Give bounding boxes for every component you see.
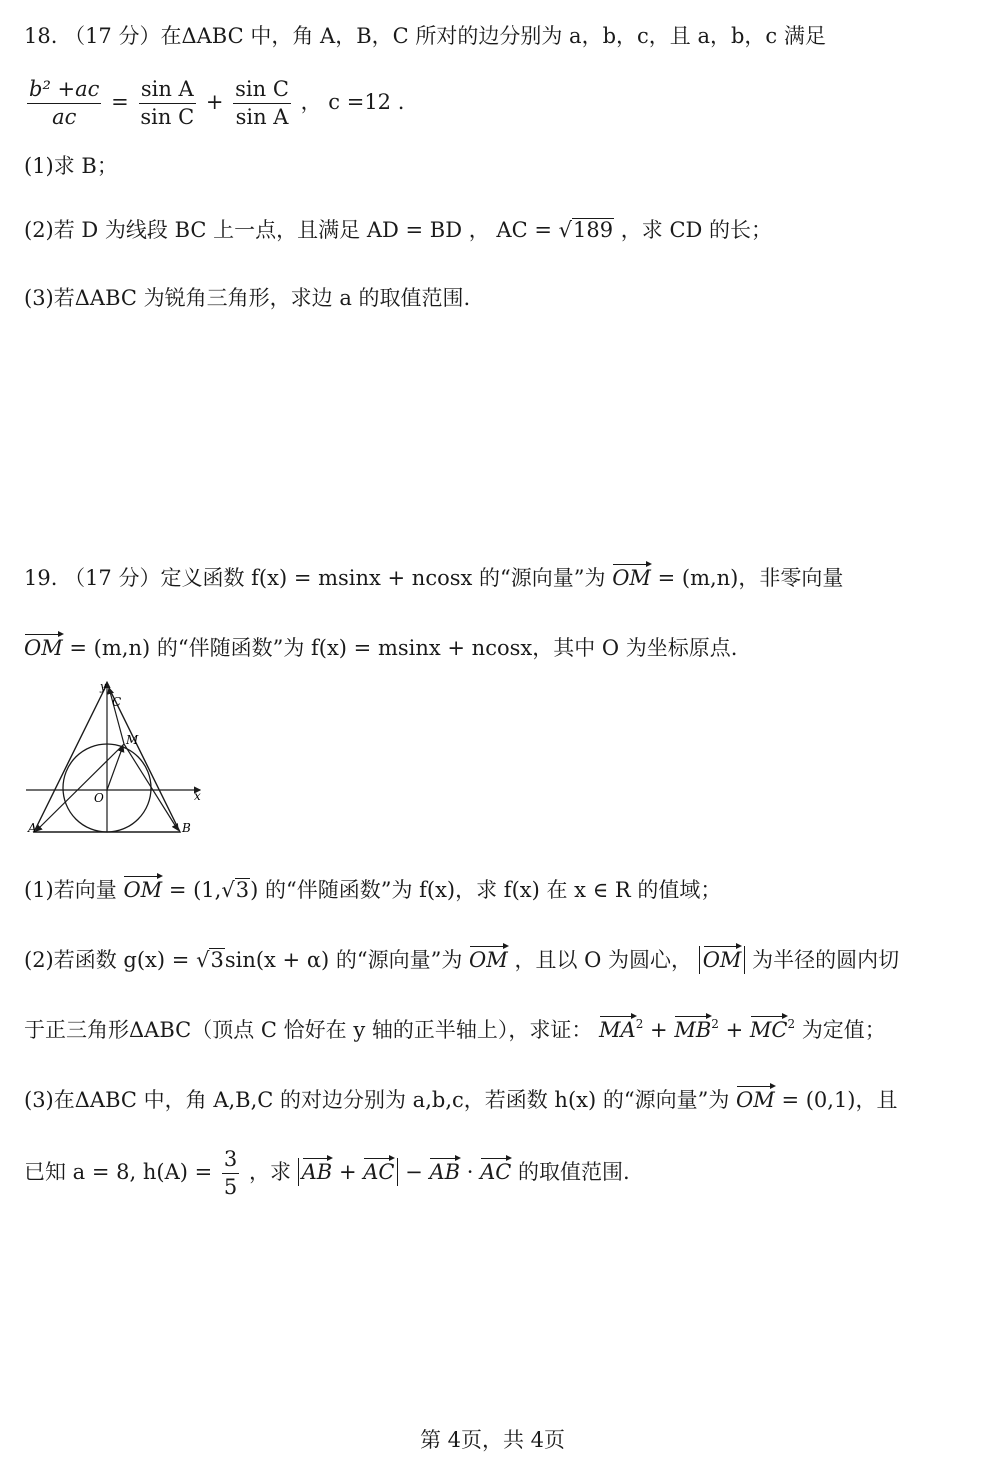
label-c: C [112, 695, 122, 709]
q18-equation [24, 78, 404, 129]
q18-part2-text-a: (2)若 D 为线段 BC 上一点，且满足 AD = BD ， AC = [24, 218, 552, 242]
q19-part3-l2-text-b: ，求 [248, 1160, 291, 1185]
q18-part2-text-b: ，求 CD 的长； [620, 218, 773, 242]
sqrt-3-radicand: 3 [235, 878, 250, 902]
sqrt-189-radicand: 189 [573, 218, 614, 242]
eq-frac2 [233, 78, 291, 129]
q19-part3-text-a: (3)在ΔABC 中，角 A,B,C 的对边分别为 a,b,c，若函数 h(x) 的“源向量”为 [24, 1088, 730, 1112]
minus-sign: − [405, 1160, 423, 1185]
label-y: y [100, 680, 107, 693]
eq-frac2-num: sin C [233, 78, 291, 104]
vector-om: OM [24, 636, 63, 660]
eq-frac1-den: sin C [140, 105, 195, 130]
q18-intro: 18. （17 分）在ΔABC 中，角 A，B，C 所对的边分别为 a，b，c，且 a，b，c 满足 [24, 24, 826, 48]
vector-ab: AB [429, 1160, 461, 1185]
q19-part3-line1 [24, 1086, 898, 1111]
eq-tail: ， c =12 . [300, 90, 405, 115]
dot-operator: · [466, 1160, 474, 1185]
vector-ac: AC [480, 1160, 512, 1185]
square-exponent: 2 [635, 1017, 644, 1031]
q19-line2-text: = (m,n) 的“伴随函数”为 f(x) = msinx + ncosx，其中 O 为坐标原点. [69, 636, 738, 660]
q19-part3-line2 [24, 1148, 630, 1199]
vector-om: OM [736, 1088, 775, 1112]
page-footer: 第 4页，共 4页 [419, 1428, 566, 1452]
eq-frac2-den: sin A [235, 105, 289, 130]
q19-part2-line2 [24, 1016, 886, 1041]
q19-line1-text-b: = (m,n)，非零向量 [657, 566, 844, 590]
sqrt-3: √ 3 [196, 948, 224, 972]
vector-mb: MB [674, 1018, 712, 1042]
vector-om: OM [123, 878, 163, 902]
label-a: A [28, 821, 37, 835]
q19-part1 [24, 876, 721, 901]
triangle-circle-diagram [24, 676, 214, 836]
equals-sign: = [111, 90, 129, 115]
q19-part3-l2-text-a: 已知 a = 8, h(A) = [24, 1160, 213, 1185]
q19-part2-l2-text-a: 于正三角形ΔABC（顶点 C 恰好在 y 轴的正半轴上），求证： [24, 1018, 593, 1042]
q19-part2-line1 [24, 946, 899, 971]
sqrt-3-radicand: 3 [210, 948, 224, 972]
square-exponent: 2 [787, 1017, 796, 1031]
q19-part2-text-d: 为半径的圆内切 [752, 948, 900, 972]
fraction-num: 3 [222, 1148, 239, 1174]
abs-sum [298, 1158, 399, 1186]
eq-lhs-den: ac [52, 105, 77, 130]
abs-om [699, 946, 746, 974]
vector-om: OM [702, 948, 742, 972]
plus-sign: + [338, 1160, 357, 1185]
q19-part3-l2-text-c: 的取值范围. [518, 1160, 630, 1185]
vector-ac: AC [363, 1160, 395, 1185]
q19-part2-text-a: (2)若函数 g(x) = [24, 948, 190, 972]
q19-part2-text-b: sin(x + α) 的“源向量”为 [224, 948, 463, 972]
vector-ab: AB [301, 1160, 333, 1185]
q19-part1-text-c: ) 的“伴随函数”为 f(x)，求 f(x) 在 x ∈ R 的值域； [250, 878, 722, 902]
q19-line1 [24, 564, 843, 589]
plus-sign: + [725, 1018, 744, 1042]
vector-om: OM [469, 948, 508, 972]
vector-ma: MA [599, 1018, 636, 1042]
vector-mc: MC [749, 1018, 788, 1042]
q19-part1-text-b: = (1, [168, 878, 222, 902]
label-x: x [194, 789, 201, 803]
eq-frac1-num: sin A [139, 78, 196, 104]
q19-line1-text-a: 19. （17 分）定义函数 f(x) = msinx + ncosx 的“源向量”为 [24, 566, 606, 590]
q18-part2 [24, 218, 772, 241]
q18-part3: (3)若ΔABC 为锐角三角形，求边 a 的取值范围. [24, 286, 471, 310]
q18-part1: (1)求 B； [24, 154, 118, 178]
vector-ma [36, 744, 124, 831]
vector-om: OM [612, 566, 651, 590]
label-b: B [182, 821, 191, 835]
eq-lhs-num: b² +ac [27, 78, 101, 104]
plus-sign: + [650, 1018, 668, 1042]
vector-mb [124, 744, 178, 830]
fraction-three-fifths [222, 1148, 239, 1199]
sqrt-3: √ 3 [221, 878, 250, 902]
eq-frac1 [138, 78, 196, 129]
eq-lhs-fraction [27, 78, 101, 129]
square-exponent: 2 [711, 1017, 719, 1031]
plus-sign: + [205, 90, 224, 115]
q19-line2 [24, 634, 737, 659]
q19-part3-text-b: = (0,1)，且 [781, 1088, 898, 1112]
sqrt-189: √ 189 [558, 218, 614, 242]
q19-part2-l2-text-b: 为定值； [801, 1018, 886, 1042]
label-o: O [94, 791, 104, 805]
fraction-den: 5 [223, 1175, 238, 1200]
q19-part2-text-c: ，且以 O 为圆心， [514, 948, 693, 972]
q19-part1-text-a: (1)若向量 [24, 878, 117, 902]
label-m: M [126, 733, 139, 747]
